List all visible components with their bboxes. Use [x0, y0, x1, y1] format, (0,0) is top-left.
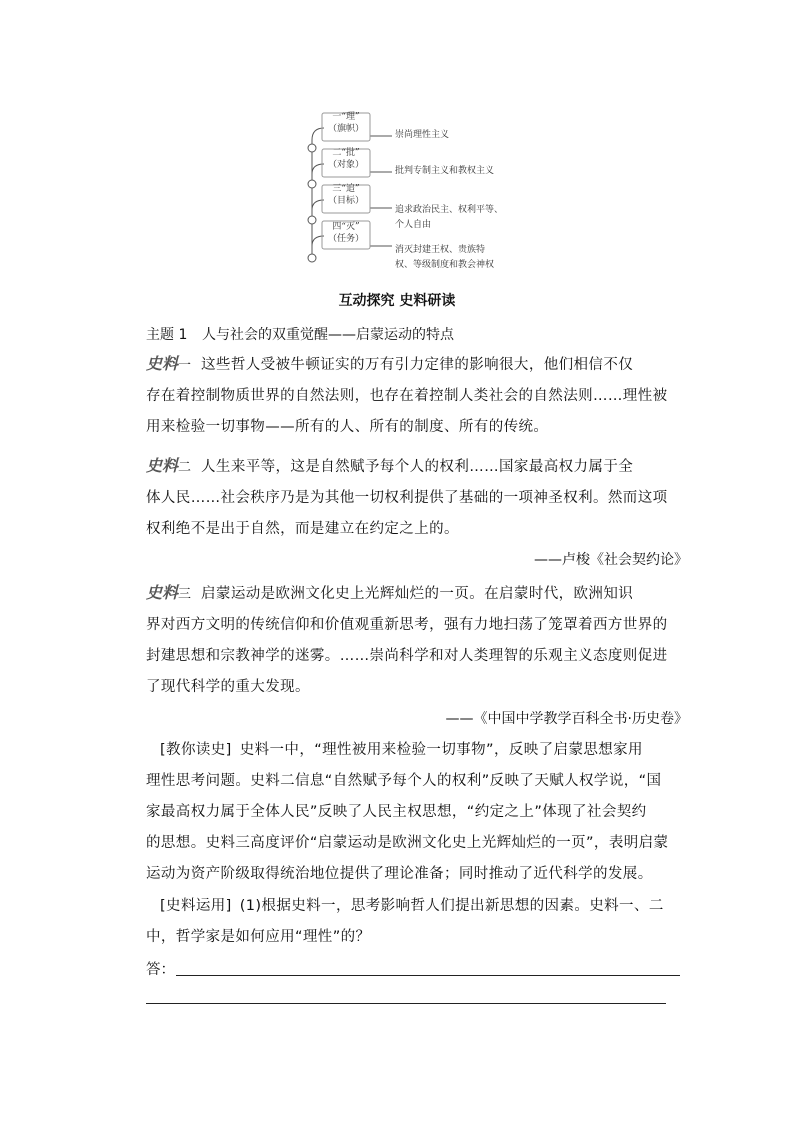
material-3-line-2: 界对西方文明的传统信仰和价值观重新思考，强有力地扫荡了笼罩着西方世界的: [146, 617, 668, 633]
material-tag-icon: 史料: [146, 583, 179, 602]
diagram-dot: [308, 216, 316, 224]
diagram-node-4-desc-line-2: 权、等级制度和教会神权: [395, 260, 495, 270]
answer-line-2[interactable]: [146, 1003, 666, 1004]
material-2: [146, 450, 686, 545]
material-3-line-3: 封建思想和宗教神学的迷雾。……崇尚科学和对人类理智的乐观主义态度则促进: [146, 648, 668, 664]
material-1-line-2: 存在着控制物质世界的自然法则，也存在着控制人类社会的自然法则……理性被: [146, 388, 668, 404]
answer-line-1[interactable]: [176, 975, 680, 976]
diagram-node-3-desc-line-2: 个人自由: [395, 220, 432, 230]
material-3-line-1: 史料三 启蒙运动是欧洲文化史上光辉灿烂的一页。在启蒙时代，欧洲知识: [146, 583, 634, 602]
diagram-node-1-desc: 崇尚理性主义: [395, 130, 450, 140]
diagram-node-2-head: 二“批”: [332, 148, 360, 158]
topic-heading: [146, 324, 454, 344]
diagram-node-3-head: 三“追”: [332, 184, 360, 194]
teach-line-3: 家最高权力属于全体人民”反映了人民主权思想，“约定之上”体现了社会契约: [146, 804, 647, 820]
material-2-line-2: 体人民……社会秩序乃是为其他一切权利提供了基础的一项神圣权利。然而这项: [146, 490, 668, 506]
material-2-line-3: 权利绝不是出于自然，而是建立在约定之上的。: [146, 521, 459, 537]
apply-line-2: 中，哲学家是如何应用“理性”的？: [146, 929, 371, 945]
apply-section: [146, 891, 686, 953]
material-3: [146, 577, 686, 703]
diagram-node-3-sub: （目标）: [327, 196, 364, 206]
material-3-source: ——《中国中学教学百科全书·历史卷》: [445, 711, 688, 727]
diagram-node-4-desc-line-1: 消灭封建王权、贵族特: [395, 245, 486, 255]
apply-label: [史料运用]: [160, 898, 232, 914]
teach-line-2: 理性思考问题。史料二信息“自然赋予每个人的权利”反映了天赋人权学说，“国: [146, 773, 662, 789]
material-tag-icon: 史料: [146, 456, 179, 475]
material-1: [146, 348, 686, 443]
material-2-source: ——卢梭《社会契约论》: [534, 552, 688, 568]
answer-label: 答：: [146, 962, 175, 978]
material-2-line-1: 史料二 人生来平等，这是自然赋予每个人的权利……国家最高权力属于全: [146, 456, 634, 475]
diagram-node-4-sub: （任务）: [327, 234, 364, 244]
teach-line-4: 的思想。史料三高度评价“启蒙运动是欧洲文化史上光辉灿烂的一页”，表明启蒙: [146, 835, 669, 851]
material-1-line-3: 用来检验一切事物——所有的人、所有的制度、所有的传统。: [146, 419, 549, 435]
apply-line-1: [史料运用] (1)根据史料一，思考影响哲人们提出新思想的因素。史料一、二: [160, 898, 664, 914]
diagram-node-2-desc: 批判专制主义和教权主义: [395, 166, 495, 176]
material-3-number: 三: [178, 587, 192, 602]
teach-line-1: [教你读史] 史料一中，“理性被用来检验一切事物”，反映了启蒙思想家用: [160, 742, 643, 758]
material-3-line-4: 了现代科学的重大发现。: [146, 679, 310, 695]
topic-number: 主题 1: [146, 327, 188, 343]
material-tag-icon: 史料: [146, 354, 179, 373]
material-2-number: 二: [178, 460, 192, 475]
material-1-number: 一: [178, 358, 192, 373]
material-1-line-1: 史料一 这些哲人受被牛顿证实的万有引力定律的影响很大，他们相信不仅: [146, 354, 634, 373]
teach-line-5: 运动为资产阶级取得统治地位提供了理论准备；同时推动了近代科学的发展。: [146, 866, 653, 882]
diagram-node-2-sub: （对象）: [327, 160, 364, 170]
diagram-node-1-sub: （旗帜）: [327, 124, 364, 134]
diagram-dot: [308, 254, 316, 262]
diagram-node-1-head: 一“理”: [332, 112, 360, 122]
diagram-node-4-head: 四“灭”: [332, 222, 360, 232]
teach-section: [146, 735, 686, 890]
section-title: 互动探究 史料研读: [338, 293, 456, 309]
diagram-node-3-desc-line-1: 追求政治民主、权利平等、: [395, 205, 504, 215]
teach-label: [教你读史]: [160, 742, 232, 758]
topic-title: 人与社会的双重觉醒——启蒙运动的特点: [202, 327, 454, 343]
diagram-dot: [308, 144, 316, 152]
diagram-dot: [308, 180, 316, 188]
